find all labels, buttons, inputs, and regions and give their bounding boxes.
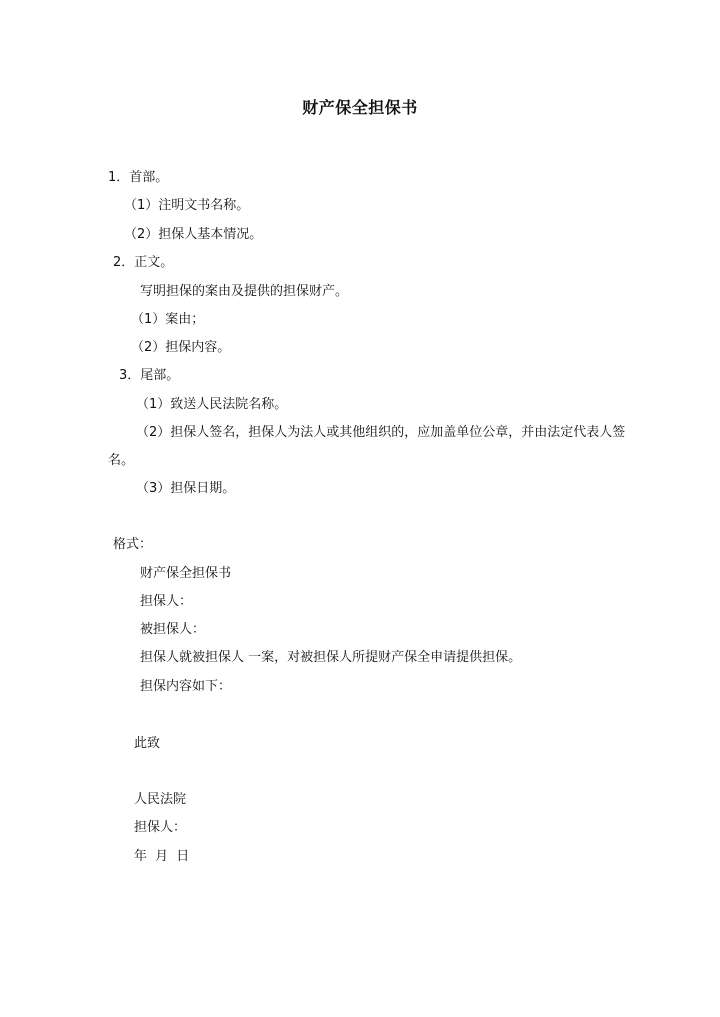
header-item-2: （2）担保人基本情况。 <box>124 227 263 242</box>
footer-item-3: （3）担保日期。 <box>136 481 236 496</box>
body-item-1: （1）案由； <box>131 312 205 327</box>
format-date: 年 月 日 <box>134 849 190 864</box>
body-item-2: （2）担保内容。 <box>131 340 231 355</box>
format-content-intro: 担保内容如下： <box>140 679 232 694</box>
format-guaranteed: 被担保人： <box>140 622 206 637</box>
format-label: 格式： <box>113 537 153 552</box>
format-closing: 此致 <box>134 736 161 751</box>
section-footer-heading: 3．尾部。 <box>119 368 180 383</box>
format-signature: 担保人： <box>134 820 187 835</box>
format-doc-title: 财产保全担保书 <box>140 566 232 581</box>
format-statement: 担保人就被担保人 一案，对被担保人所提财产保全申请提供担保。 <box>140 650 522 665</box>
footer-item-1: （1）致送人民法院名称。 <box>136 397 288 412</box>
section-body-heading: 2．正文。 <box>113 255 174 270</box>
section-header-heading: 1．首部。 <box>108 170 169 185</box>
footer-item-2-line-2: 名。 <box>108 453 135 468</box>
header-item-1: （1）注明文书名称。 <box>124 198 250 213</box>
format-court: 人民法院 <box>134 792 187 807</box>
footer-item-2-line-1: （2）担保人签名，担保人为法人或其他组织的，应加盖单位公章，并由法定代表人签 <box>136 425 626 440</box>
document-title: 财产保全担保书 <box>302 98 418 117</box>
format-guarantor: 担保人： <box>140 594 193 609</box>
body-intro: 写明担保的案由及提供的担保财产。 <box>140 284 349 299</box>
